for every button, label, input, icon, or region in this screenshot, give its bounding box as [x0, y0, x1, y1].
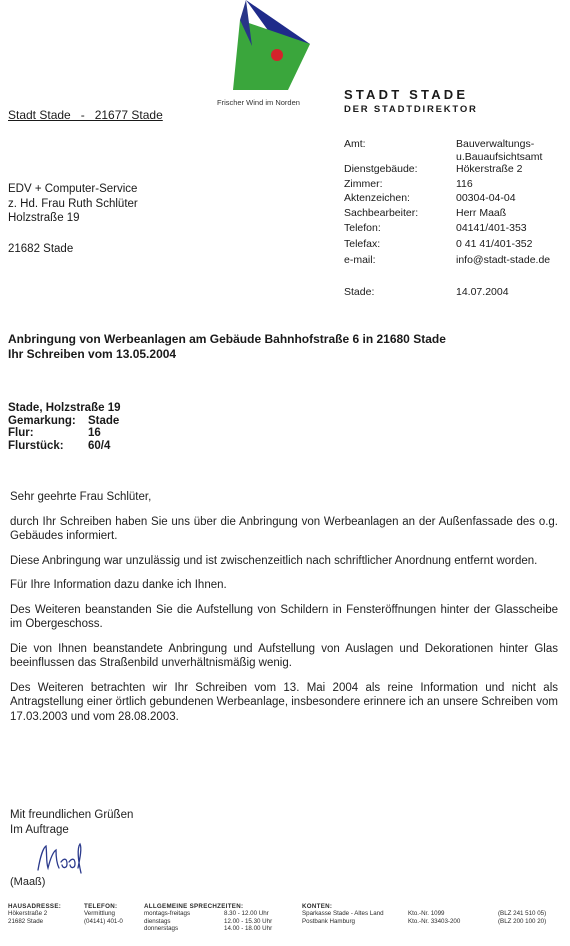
- info-label: Dienstgebäude:: [344, 163, 418, 175]
- closing-on-behalf: Im Auftrage: [10, 823, 69, 836]
- property-label: Gemarkung:: [8, 414, 76, 427]
- footer-text: Hökerstraße 2: [8, 910, 48, 918]
- footer-text: Postbank Hamburg: [302, 917, 355, 925]
- salutation: Sehr geehrte Frau Schlüter,: [10, 491, 152, 503]
- footer-text: dienstags: [144, 917, 171, 925]
- info-value: Bauverwaltungs-: [456, 138, 535, 150]
- recipient-address: [8, 182, 138, 256]
- footer-text: Sparkasse Stade - Altes Land: [302, 910, 384, 918]
- info-value: 0 41 41/401-352: [456, 238, 533, 250]
- subject-line-2: Ihr Schreiben vom 13.05.2004: [8, 347, 177, 361]
- footer-text: 12.00 - 15.30 Uhr: [224, 917, 273, 925]
- footer-text: Kto.-Nr. 33403-200: [408, 917, 461, 925]
- info-value: 14.07.2004: [456, 286, 509, 298]
- info-label: Telefax:: [344, 238, 381, 250]
- city-logo: [230, 0, 310, 92]
- recipient-line-company: EDV + Computer-Service: [8, 183, 138, 195]
- property-label: Flurstück:: [8, 439, 64, 452]
- footer-text: Vermittlung: [84, 910, 115, 918]
- property-label: Flur:: [8, 427, 34, 439]
- info-value: 00304-04-04: [456, 192, 516, 204]
- recipient-line-city: 21682 Stade: [8, 242, 74, 255]
- info-label: Stade:: [344, 286, 375, 298]
- footer-phone: [84, 903, 123, 925]
- footer-bank-accounts: [408, 910, 460, 925]
- subject-line: [8, 332, 564, 362]
- info-value: 04141/401-353: [456, 222, 527, 234]
- signatory-name: (Maaß): [10, 876, 46, 888]
- property-value: Stade: [88, 414, 120, 427]
- info-value: Herr Maaß: [456, 207, 507, 219]
- recipient-line-street: Holzstraße 19: [8, 212, 80, 224]
- footer-text: 14.00 - 18.00 Uhr: [224, 925, 273, 933]
- property-value: 16: [88, 427, 101, 439]
- property-value: 60/4: [88, 439, 111, 452]
- return-address: Stadt Stade - 21677 Stade: [8, 108, 163, 122]
- footer-text: 8.30 - 12.00 Uhr: [224, 910, 269, 918]
- org-subtitle: DER STADTDIREKTOR: [344, 104, 478, 115]
- footer-text: (BLZ 241 510 05): [498, 910, 547, 918]
- info-label: Sachbearbeiter:: [344, 207, 419, 219]
- body-paragraph: Des Weiteren betrachten wir Ihr Schreiben vom 13. Mai 2004 als reine Information und nicht als Antragstellung einer örtlich gebundenen Werbeanlage, insbesondere erinnere ich an unsere Schreiben vom 17.03.2003 und vom 28.08.2003.: [10, 681, 558, 723]
- footer-heading: ALLGEMEINE SPRECHZEITEN:: [144, 903, 244, 910]
- footer-bank-codes: [498, 910, 546, 925]
- body-paragraph: Des Weiteren beanstanden Sie die Aufstellung von Schildern in Fensteröffnungen hinter der Glasscheibe im Obergeschoss.: [10, 603, 558, 630]
- footer-text: montags-freitags: [144, 910, 191, 918]
- recipient-line-attention: z. Hd. Frau Ruth Schlüter: [8, 197, 138, 210]
- footer-text: (04141) 401-0: [84, 917, 123, 925]
- subject-line-1: Anbringung von Werbeanlagen am Gebäude Bahnhofstraße 6 in 21680 Stade: [8, 332, 446, 346]
- property-title-text: Stade, Holzstraße 19: [8, 402, 121, 414]
- body-paragraph: Die von Ihnen beanstandete Anbringung und Aufstellung von Auslagen und Dekorationen hinter Glas beeinflussen das Straßenbild unverhältnismäßig wenig.: [10, 642, 558, 669]
- footer-address: [8, 903, 61, 925]
- footer-heading: KONTEN:: [302, 903, 333, 910]
- org-title: STADT STADE: [344, 87, 469, 102]
- footer-banks: [302, 903, 384, 925]
- closing-greeting: Mit freundlichen Grüßen: [10, 809, 134, 821]
- info-value: u.Bauaufsichtsamt: [456, 150, 543, 163]
- info-value: Hökerstraße 2: [456, 163, 523, 175]
- footer-heading: TELEFON:: [84, 903, 118, 910]
- info-label: Amt:: [344, 138, 366, 150]
- body-paragraph: durch Ihr Schreiben haben Sie uns über die Anbringung von Werbeanlagen an der Außenfassade des o.g. Gebäudes informiert.: [10, 515, 558, 542]
- info-label: Zimmer:: [344, 178, 383, 190]
- footer-text: (BLZ 200 100 20): [498, 917, 547, 925]
- logo-red-dot: [271, 49, 283, 61]
- body-paragraph: Diese Anbringung war unzulässig und ist zwischenzeitlich nach schriftlicher Anordnung entfernt worden.: [10, 554, 538, 567]
- letter-body: [10, 490, 558, 734]
- footer-text: Kto.-Nr. 1099: [408, 910, 445, 918]
- footer-hours-times: [224, 910, 272, 932]
- footer-text: donnerstags: [144, 925, 179, 933]
- closing-block: [10, 808, 133, 837]
- footer-heading: HAUSADRESSE:: [8, 903, 62, 910]
- info-value-email[interactable]: info@stadt-stade.de: [456, 254, 551, 266]
- body-paragraph: Für Ihre Information dazu danke ich Ihnen.: [10, 579, 227, 591]
- info-label: Aktenzeichen:: [344, 192, 410, 204]
- handwritten-signature: [34, 840, 86, 876]
- footer-text: 21682 Stade: [8, 917, 44, 925]
- info-label: Telefon:: [344, 222, 381, 234]
- info-label: e-mail:: [344, 254, 376, 266]
- logo-caption: Frischer Wind im Norden: [217, 98, 300, 107]
- info-value: 116: [456, 178, 473, 190]
